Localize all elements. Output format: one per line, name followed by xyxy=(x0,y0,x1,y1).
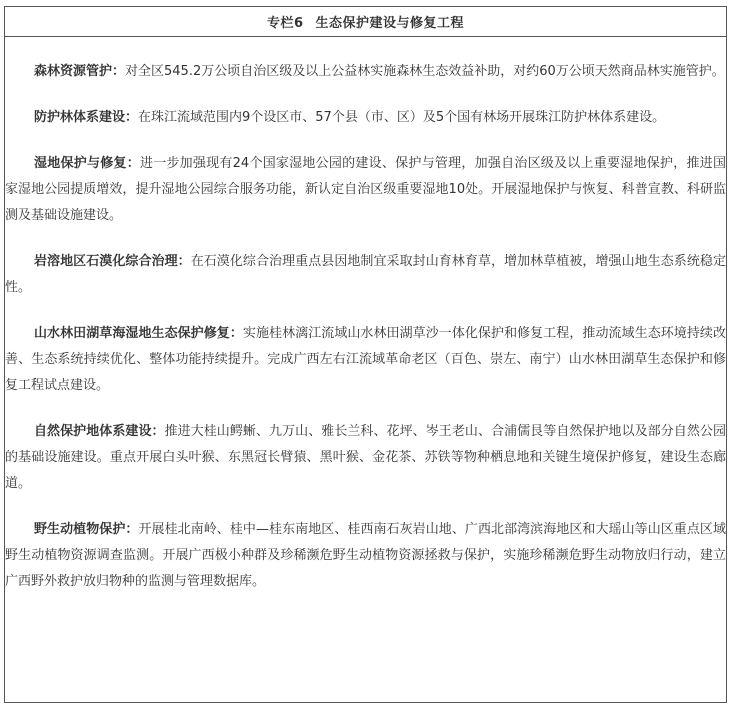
section-text: 在石漠化综合治理重点县因地制宜采取封山育林育草，增加林草植被，增强山地生态系统稳定性。 xyxy=(5,254,726,295)
section-wildlife xyxy=(5,517,726,595)
section-label: 森林资源管护： xyxy=(34,64,126,79)
section-wetland xyxy=(5,151,726,229)
section-protected-areas xyxy=(5,419,726,497)
section-text: 推进大桂山鳄蜥、九万山、雅长兰科、花坪、岑王老山、合浦儒艮等自然保护地以及部分自然公园的基础设施建设。重点开展白头叶猴、东黑冠长臂猿、黑叶猴、金花茶、苏铁等物种栖息地和关键生境保护修复，建设生态廊道。 xyxy=(5,424,726,491)
column-number: 专栏6 xyxy=(266,16,304,31)
section-karst xyxy=(5,249,726,301)
section-text: 实施桂林漓江流域山水林田湖草沙一体化保护和修复工程，推动流域生态环境持续改善、生态系统持续优化、整体功能持续提升。完成广西左右江流域革命老区（百色、崇左、南宁）山水林田湖草生态保护和修复工程试点建设。 xyxy=(5,326,726,393)
section-forest-management xyxy=(5,59,726,85)
section-label: 野生动植物保护： xyxy=(34,522,139,537)
section-text: 在珠江流域范围内9个设区市、57个县（市、区）及5个国有林场开展珠江防护林体系建设。 xyxy=(138,110,666,125)
section-text: 开展桂北南岭、桂中—桂东南地区、桂西南石灰岩山地、广西北部湾滨海地区和大瑶山等山区重点区域野生动植物资源调查监测。开展广西极小种群及珍稀濒危野生动植物资源拯救与保护，实施珍稀濒危野生动物放归行动，建立广西野外救护放归物种的监测与管理数据库。 xyxy=(5,522,726,589)
section-text: 对全区545.2万公顷自治区级及以上公益林实施森林生态效益补助，对约60万公顷天然商品林实施管护。 xyxy=(125,64,725,79)
column-panel xyxy=(4,6,727,703)
panel-header xyxy=(5,7,726,37)
section-label: 自然保护地体系建设： xyxy=(34,424,165,439)
section-text: 进一步加强现有24个国家湿地公园的建设、保护与管理，加强自治区级及以上重要湿地保护，推进国家湿地公园提质增效，提升湿地公园综合服务功能，新认定自治区级重要湿地10处。开展湿地保护与恢复、科普宣教、科研监测及基础设施建设。 xyxy=(5,156,726,223)
column-title: 生态保护建设与修复工程 xyxy=(315,16,465,31)
section-label: 防护林体系建设： xyxy=(34,110,139,125)
section-ecosystem-restoration xyxy=(5,321,726,399)
section-label: 岩溶地区石漠化综合治理： xyxy=(34,254,191,269)
panel-body xyxy=(5,37,726,595)
section-shelterbelt xyxy=(5,105,726,131)
section-label: 山水林田湖草海湿地生态保护修复： xyxy=(34,326,243,341)
section-label: 湿地保护与修复： xyxy=(34,156,140,171)
